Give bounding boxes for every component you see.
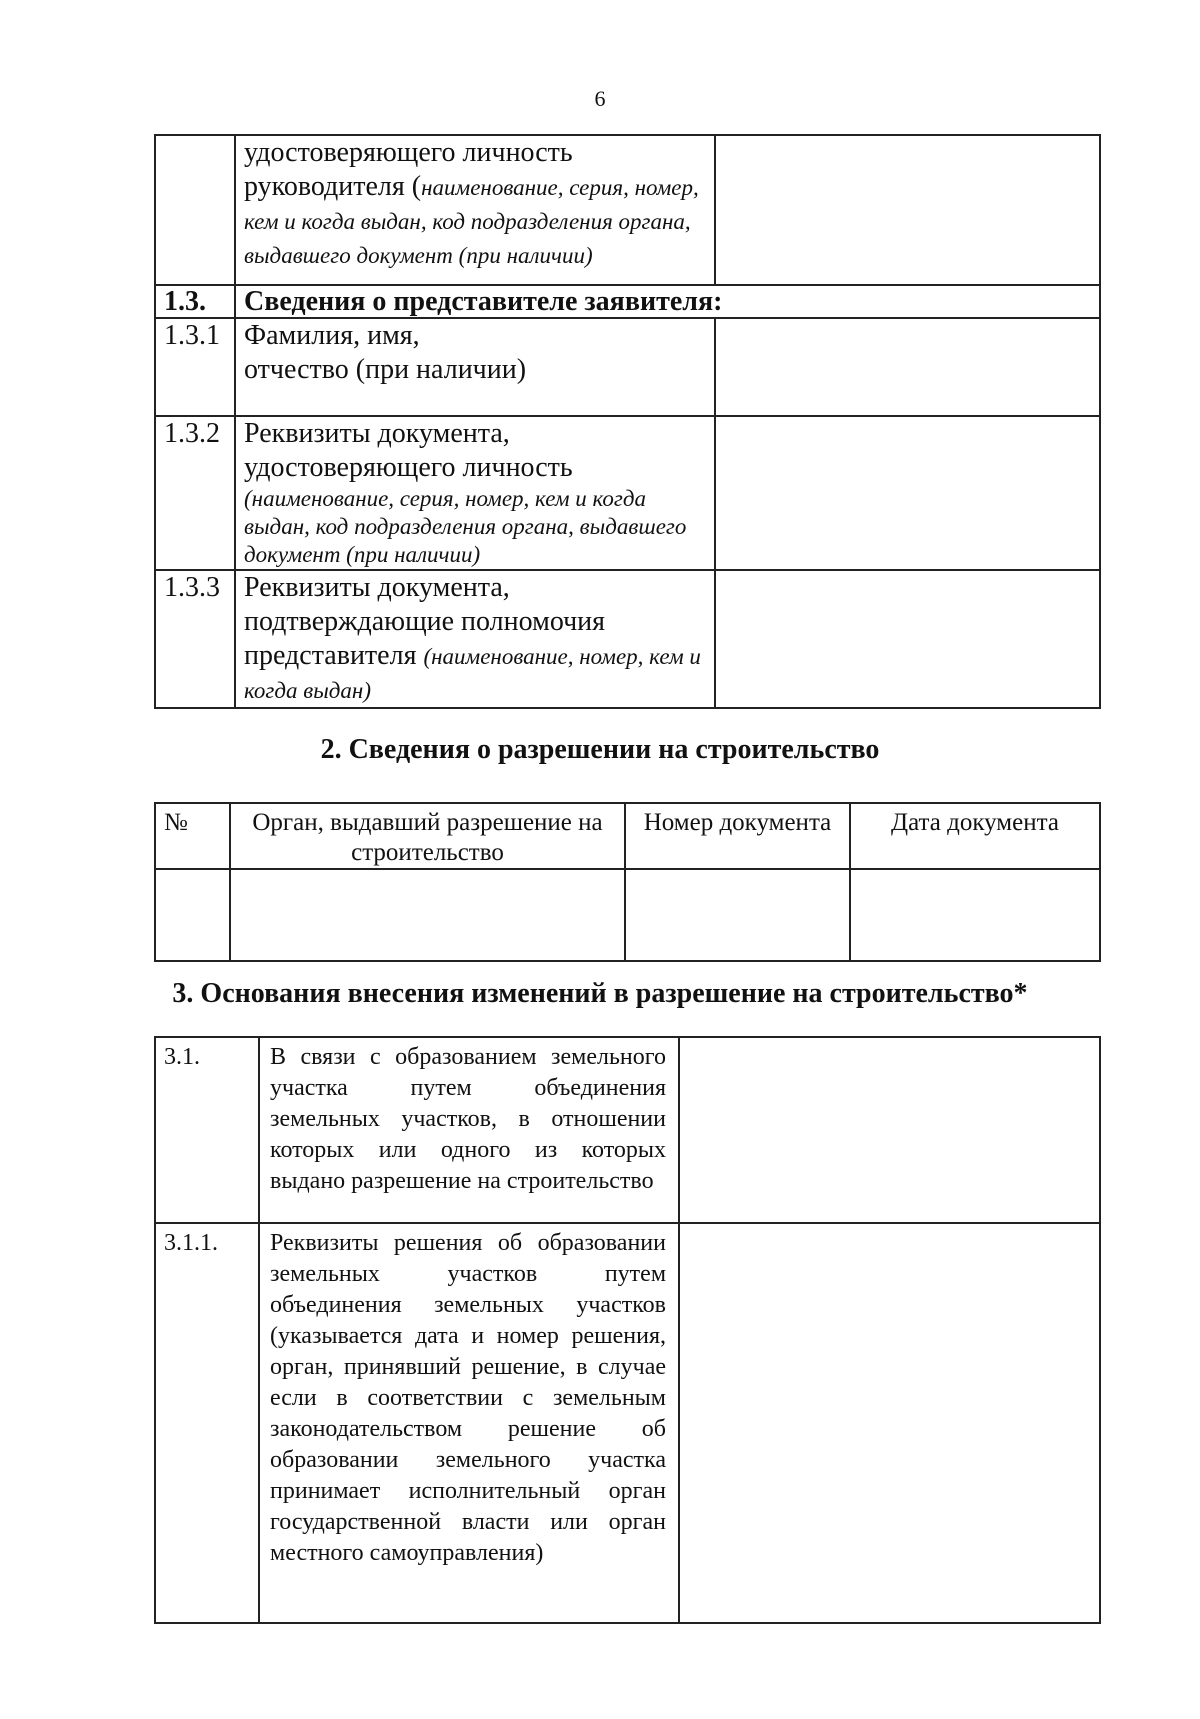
table-row	[155, 1223, 1100, 1623]
section-3-heading: 3. Основания внесения изменений в разрешение на строительство*	[172, 978, 1028, 1009]
row-number: 3.1.	[155, 1037, 259, 1223]
permit-table	[154, 802, 1101, 962]
row-number: 1.3.2	[155, 416, 235, 570]
table-row	[155, 570, 1100, 708]
row-label-cell	[235, 416, 715, 570]
row-label: В связи с образованием земельного участка путем объединения земельных участков, в отношении которых или одного из которых выдано разрешение на строительство	[259, 1037, 679, 1223]
table-row	[155, 1037, 1100, 1223]
row-number: 3.1.1.	[155, 1223, 259, 1623]
table-row	[155, 416, 1100, 570]
applicant-representative-table	[154, 134, 1101, 709]
cell-authority[interactable]	[230, 869, 625, 961]
row-number-cell	[155, 135, 235, 285]
column-header-doc-number: Номер документа	[625, 803, 850, 869]
row-label: Фамилия, имя,	[244, 320, 420, 351]
row-label: удостоверяющего личность руководителя (	[244, 137, 573, 202]
table-header-row	[155, 803, 1100, 869]
column-header-number: №	[155, 803, 230, 869]
value-cell[interactable]	[715, 318, 1100, 416]
change-reasons-table	[154, 1036, 1101, 1624]
cell-doc-date[interactable]	[850, 869, 1100, 961]
row-label-cell	[235, 135, 715, 285]
row-label-cell	[235, 318, 715, 416]
row-number: 1.3.1	[155, 318, 235, 416]
row-label-line2: подтверждающие полномочия представителя	[244, 606, 606, 671]
cell-number[interactable]	[155, 869, 230, 961]
row-label: Реквизиты документа,	[244, 418, 510, 449]
section-header-row	[155, 285, 1100, 318]
row-label: Реквизиты решения об образовании земельных участков путем объединения земельных участков (указывается дата и номер решения, орган, принявший решение, в случае если в соответствии с земельным законодательством решение об образовании земельного участка принимает исполнительный орган государственной власти или орган местного самоуправления)	[259, 1223, 679, 1623]
row-number: 1.3.3	[155, 570, 235, 708]
row-label-italic: наименование, серия, номер, кем и когда выдан, код подразделения органа, выдавшего документ (при наличии)	[244, 175, 699, 268]
table-row	[155, 318, 1100, 416]
section-title: Сведения о представителе заявителя:	[235, 285, 1100, 318]
value-cell[interactable]	[715, 135, 1100, 285]
row-label: Реквизиты документа,	[244, 572, 510, 603]
cell-doc-number[interactable]	[625, 869, 850, 961]
section-number: 1.3.	[155, 285, 235, 318]
row-label-italic: (наименование, номер, кем и когда выдан)	[244, 644, 701, 703]
column-header-authority: Орган, выдавший разрешение на строительство	[230, 803, 625, 869]
section-2-heading: 2. Сведения о разрешении на строительство	[320, 734, 880, 765]
value-cell[interactable]	[715, 570, 1100, 708]
value-cell[interactable]	[679, 1223, 1100, 1623]
table-row	[155, 135, 1100, 285]
row-label-line2: удостоверяющего личность	[244, 452, 573, 483]
value-cell[interactable]	[679, 1037, 1100, 1223]
column-header-doc-date: Дата документа	[850, 803, 1100, 869]
value-cell[interactable]	[715, 416, 1100, 570]
table-row	[155, 869, 1100, 961]
row-label-cell	[235, 570, 715, 708]
row-label-italic: (наименование, серия, номер, кем и когда выдан, код подразделения органа, выдавшего документ (при наличии)	[244, 486, 687, 567]
row-label-line2: отчество (при наличии)	[244, 354, 527, 385]
page-number: 6	[594, 86, 606, 111]
